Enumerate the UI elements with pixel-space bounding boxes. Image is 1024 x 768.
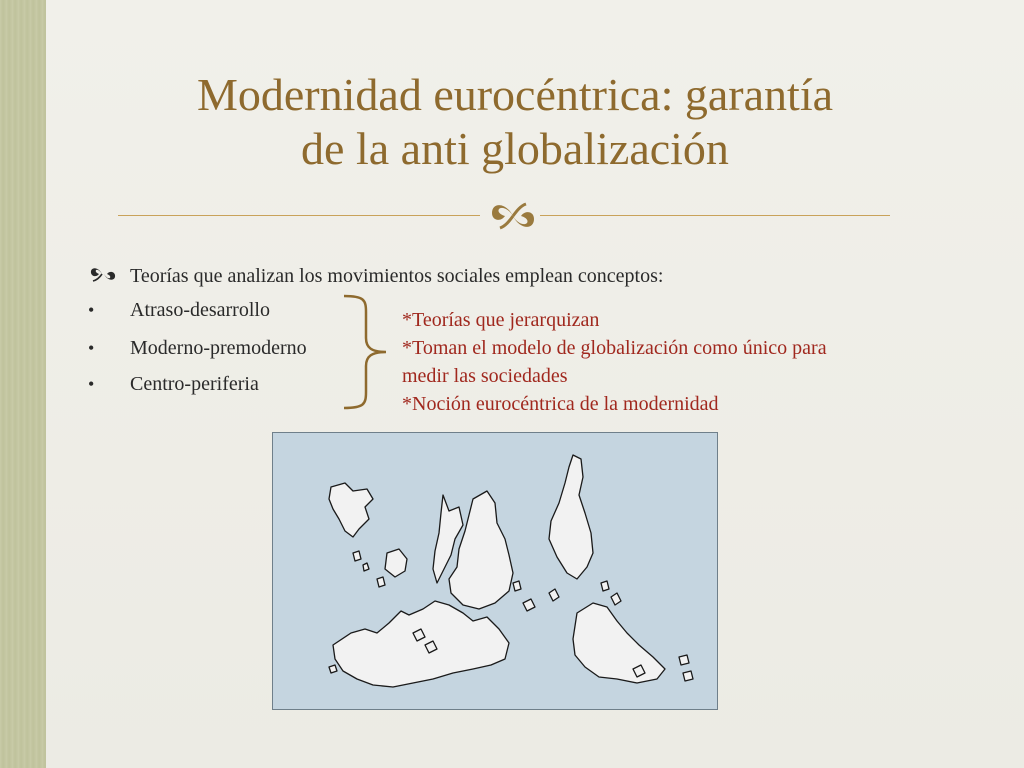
- slide-title: [90, 68, 940, 176]
- bullet-dot: •: [88, 300, 95, 320]
- map-landmass-eurasia: [333, 601, 509, 687]
- left-decorative-bar: [0, 0, 46, 768]
- notes-block: [402, 306, 962, 418]
- bullet-item-3: Centro-periferia: [130, 373, 259, 395]
- note-line-4: *Noción eurocéntrica de la modernidad: [402, 393, 719, 415]
- fleuron-icon: [486, 196, 540, 236]
- bullet-dot: •: [88, 338, 95, 358]
- map-landmass-antarctic: [329, 483, 373, 537]
- world-map-image: [273, 433, 717, 709]
- map-landmass-australia: [385, 549, 407, 577]
- curly-brace-icon: [342, 292, 390, 412]
- note-line-2: *Toman el modelo de globalización como único para: [402, 337, 827, 359]
- title-line-1: Modernidad eurocéntrica: garantía: [196, 69, 834, 120]
- intro-text: Teorías que analizan los movimientos sociales emplean conceptos:: [130, 265, 664, 287]
- map-landmass-south-america: [549, 455, 593, 579]
- title-line-2: de la anti globalización: [301, 123, 729, 174]
- bullet-item-2: Moderno-premoderno: [130, 337, 307, 359]
- note-line-3: medir las sociedades: [402, 365, 568, 387]
- upside-down-world-map: [272, 432, 718, 710]
- fleuron-icon: [88, 264, 118, 284]
- title-divider-left: [118, 215, 480, 216]
- bullet-dot: •: [88, 374, 95, 394]
- map-landmass-north-america: [573, 603, 665, 683]
- title-divider-right: [540, 215, 890, 216]
- bullet-item-1: Atraso-desarrollo: [130, 299, 270, 321]
- note-line-1: *Teorías que jerarquizan: [402, 309, 600, 331]
